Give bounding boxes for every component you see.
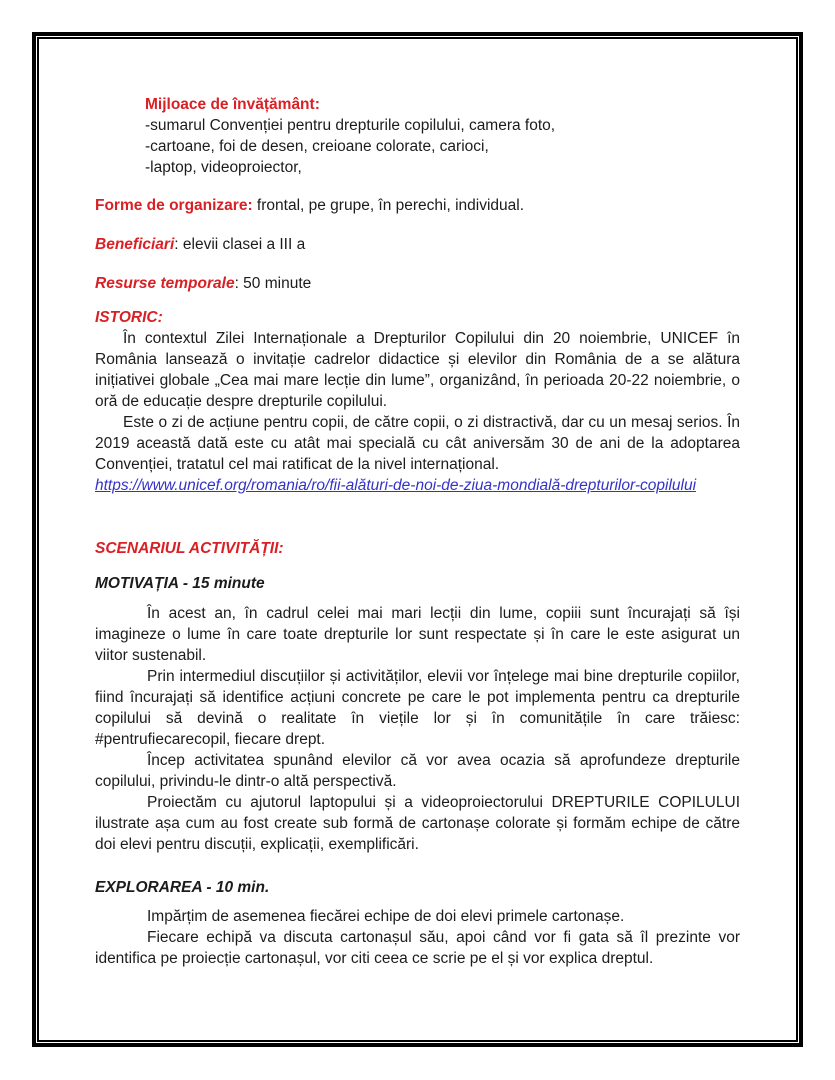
motivation-paragraph-2: Prin intermediul discuțiilor și activităților, elevii vor înțelege mai bine drepturile copiilor, fiind încurajați să identifice acțiuni concrete pe care le pot implementa pentru ca drepturile copilului să devină o realitate în viețile lor și în comunitățile în care trăiesc: #pentrufiecarecopil, fiecare drept. (95, 668, 740, 748)
time-resources-label: Resurse temporale (95, 275, 235, 292)
motivation-heading: MOTIVAȚIA - 15 minute (95, 575, 265, 592)
unicef-link[interactable]: https://www.unicef.org/romania/ro/fii-alături-de-noi-de-ziua-mondială-drepturilor-copilului (95, 477, 697, 494)
materials-heading: Mijloace de învățământ: (145, 96, 320, 113)
history-paragraph-2: Este o zi de acțiune pentru copii, de către copii, o zi distractivă, dar cu un mesaj serios. În 2019 această dată este cu atât mai specială cu cât aniversăm 30 de ani de la adoptarea Convenției, tratatul cel mai ratificat de la nivel internațional. (95, 414, 740, 473)
materials-item-2: -cartoane, foi de desen, creioane colorate, carioci, (145, 138, 489, 155)
page-border-frame (32, 32, 803, 1047)
materials-item-1: -sumarul Convenției pentru drepturile copilului, camera foto, (145, 117, 556, 134)
time-resources-line (95, 273, 740, 294)
page-border-inner-line (37, 37, 798, 1042)
organization-line (95, 195, 740, 216)
beneficiaries-label: Beneficiari (95, 236, 175, 253)
beneficiaries-line (95, 234, 740, 255)
exploration-heading: EXPLORAREA - 10 min. (95, 879, 270, 896)
organization-label: Forme de organizare: (95, 197, 253, 214)
scenario-heading: SCENARIUL ACTIVITĂȚII: (95, 540, 284, 557)
time-resources-value: : 50 minute (234, 275, 312, 292)
exploration-paragraph-2: Fiecare echipă va discuta cartonașul său, apoi când vor fi gata să îl prezinte vor identifica pe proiecție cartonașul, vor citi ceea ce scrie pe el și vor explica dreptul. (95, 929, 740, 967)
history-paragraph-1: În contextul Zilei Internaționale a Drepturilor Copilului din 20 noiembrie, UNICEF în România lansează o invitație cadrelor didactice și elevilor din România de a se alătura inițiativei globale „Cea mai mare lecție din lume”, organizând, în perioada 20-22 noiembrie, o oră de educație despre drepturile copilului. (95, 330, 740, 410)
materials-item-3: -laptop, videoproiector, (145, 159, 302, 176)
organization-value: frontal, pe grupe, în perechi, individual. (252, 197, 525, 214)
history-heading: ISTORIC: (95, 309, 163, 326)
motivation-paragraph-3: Încep activitatea spunând elevilor că vor avea ocazia să aprofundeze drepturile copilului, privindu-le dintr-o altă perspectivă. (95, 752, 740, 790)
beneficiaries-value: : elevii clasei a III a (174, 236, 306, 253)
motivation-paragraph-4: Proiectăm cu ajutorul laptopului și a videoproiectorului DREPTURILE COPILULUI ilustrate așa cum au fost create sub formă de cartonașe colorate și formăm echipe de către doi elevi pentru discuții, explicații, exemplificări. (95, 794, 740, 853)
motivation-paragraph-1: În acest an, în cadrul celei mai mari lecții din lume, copiii sunt încurajați să își imagineze o lume în care toate drepturile lor sunt respectate și în care le este asigurat un viitor sustenabil. (95, 605, 740, 664)
exploration-paragraph-1: Impărțim de asemenea fiecărei echipe de doi elevi primele cartonașe. (147, 908, 625, 925)
document-content (39, 39, 796, 1040)
